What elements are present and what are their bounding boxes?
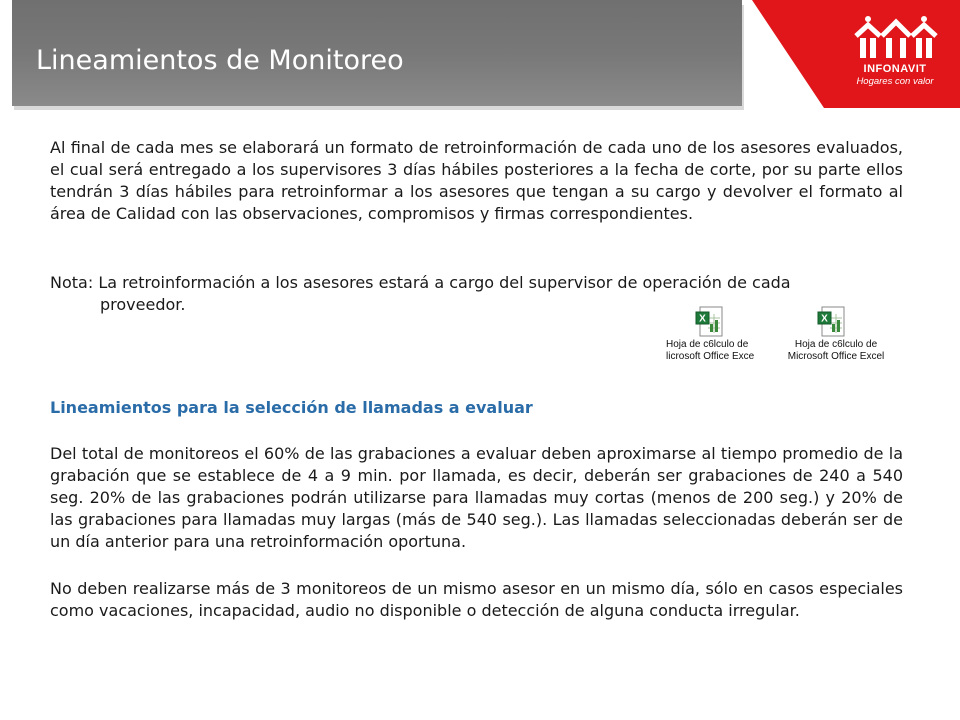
attachment-label: Hoja de c6lculo de Microsoft Office Excel	[787, 339, 885, 362]
excel-attachment-2[interactable]	[778, 306, 888, 362]
nota-text-continued: proveedor.	[100, 295, 186, 314]
nota-text: La retroinformación a los asesores estará a cargo del supervisor de operación de cada	[98, 273, 791, 292]
infonavit-logo	[846, 16, 946, 92]
paragraph-limite-monitoreos: No deben realizarse más de 3 monitoreos de un mismo asesor en un mismo día, sólo en casos especiales como vacaciones, incapacidad, audio no disponible o detección de alguna conducta irregular.	[50, 579, 903, 620]
svg-text:X: X	[699, 313, 706, 325]
excel-attachment-1[interactable]	[656, 306, 766, 362]
logo-wordmark: INFONAVIT	[863, 63, 927, 75]
excel-icon	[816, 306, 848, 338]
attachment-label: Hoja de c6lculo de licrosoft Office Exce	[666, 339, 755, 362]
section-heading: Lineamientos para la selección de llamadas a evaluar	[50, 398, 533, 417]
page-title: Lineamientos de Monitoreo	[36, 45, 404, 76]
excel-icon	[694, 306, 726, 338]
nota-label: Nota:	[50, 273, 94, 292]
svg-text:X: X	[821, 313, 828, 325]
paragraph-retroinformacion: Al final de cada mes se elaborará un formato de retroinformación de cada uno de los asesores evaluados, el cual será entregado a los supervisores 3 días hábiles posteriores a la fecha de corte, por su parte ellos tendrán 3 días hábiles para retroinformar a los asesores que tengan a su cargo y devolver el formato al área de Calidad con las observaciones, compromisos y firmas correspondientes.	[50, 138, 903, 223]
paragraph-seleccion-llamadas: Del total de monitoreos el 60% de las grabaciones a evaluar deben aproximarse al tiempo promedio de la grabación que se establece de 4 a 9 min. por llamada, es decir, deberán ser grabaciones de 240 a 540 seg. 20% de las grabaciones podrán utilizarse para llamadas muy cortas (menos de 200 seg.) y 20% de las grabaciones para llamadas muy largas (más de 540 seg.). Las llamadas seleccionadas deberán ser de un día anterior para una retroinformación oportuna.	[50, 444, 903, 551]
house-logo-icon	[852, 16, 940, 62]
logo-tagline: Hogares con valor	[856, 76, 934, 87]
nota-paragraph	[50, 272, 903, 316]
